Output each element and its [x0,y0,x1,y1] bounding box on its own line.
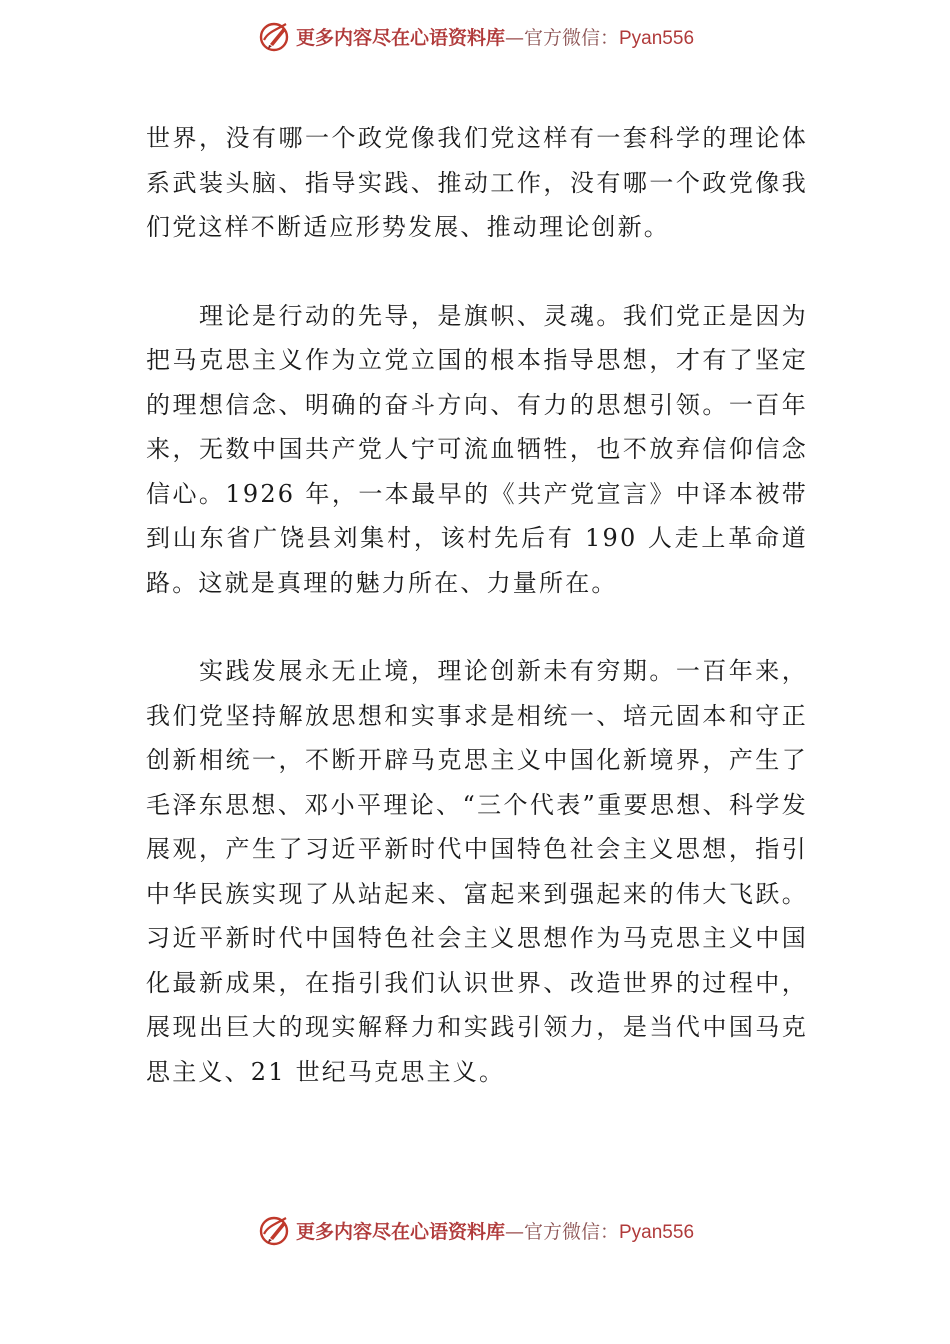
pen-writing-icon [256,18,292,54]
paragraph-3: 实践发展永无止境，理论创新未有穷期。一百年来，我们党坚持解放思想和实事求是相统一、培元固本和守正创新相统一，不断开辟马克思主义中国化新境界，产生了毛泽东思想、邓小平理论、“三个代表”重要思想、科学发展观，产生了习近平新时代中国特色社会主义思想，指引中华民族实现了从站起来、富起来到强起来的伟大飞跃。习近平新时代中国特色社会主义思想作为马克思主义中国化最新成果，在指引我们认识世界、改造世界的过程中，展现出巨大的现实解释力和实践引领力，是当代中国马克思主义、21 世纪马克思主义。 [146,657,808,1086]
header-banner-separator: — [504,26,524,49]
pen-writing-icon [256,1212,292,1248]
footer-banner-main: 更多内容尽在心语资料库 [295,1220,505,1243]
header-banner-inner [256,18,694,54]
paragraph-2: 理论是行动的先导，是旗帜、灵魂。我们党正是因为把马克思主义作为立党立国的根本指导思想，才有了坚定的理想信念、明确的奋斗方向、有力的思想引领。一百年来，无数中国共产党人宁可流血牺牲，也不放弃信仰信念信心。1926 年，一本最早的《共产党宣言》中译本被带到山东省广饶县刘集村，该村先后有 190 人走上革命道路。这就是真理的魅力所在、力量所在。 [146,301,808,597]
header-banner-main: 更多内容尽在心语资料库 [295,26,505,49]
header-banner-text [296,23,694,50]
footer-banner-inner [256,1212,694,1248]
footer-banner-wechat-label: 官方微信： [523,1220,619,1243]
footer-banner [0,1208,950,1252]
paragraph-1: 世界，没有哪一个政党像我们党这样有一套科学的理论体系武装头脑、指导实践、推动工作，没有哪一个政党像我们党这样不断适应形势发展、推动理论创新。 [146,124,808,241]
footer-banner-text [296,1217,694,1244]
header-banner-wechat-id: Pyan556 [619,27,695,49]
header-banner-wechat-label: 官方微信： [523,26,619,49]
header-banner [0,14,950,58]
document-body [146,116,808,1094]
footer-banner-separator: — [504,1220,524,1243]
footer-banner-wechat-id: Pyan556 [619,1221,695,1243]
